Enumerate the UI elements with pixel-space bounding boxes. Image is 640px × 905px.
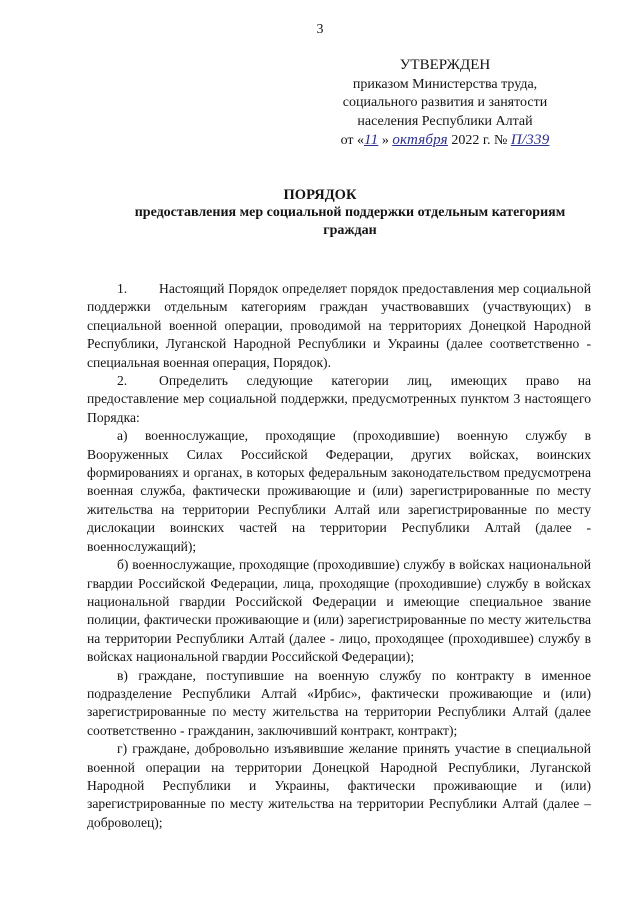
approval-line-1: приказом Министерства труда, (352, 76, 538, 92)
paragraph-number: 1. (117, 281, 128, 296)
document-title: ПОРЯДОК (283, 187, 357, 203)
approval-stamp (300, 56, 590, 151)
paragraph-item-g: г) граждане, добровольно изъявившие желание принять участие в специальной военной операции на территории Донецкой Народной Республики, Луганской Народной Республики и Украины, фактически проживающие и (или) зарегистрированные по месту жительства на территории Республики Алтай (далее – доброволец); (87, 741, 591, 830)
paragraph-1 (87, 280, 591, 372)
date-year: 2022 г. № (447, 133, 511, 149)
paragraph-number: 2. (117, 373, 128, 389)
date-mid: » (378, 133, 393, 149)
approval-date-line (300, 131, 590, 151)
page-number: 3 (316, 22, 324, 37)
paragraph-item-v: в) граждане, поступившие на военную службу по контракту в именное подразделение Республики Алтай «Ирбис», фактически проживающие и (или) зарегистрированные по месту жительства на территории Республики Алтай (далее соответственно - гражданин, заключивший контракт, контракт); (87, 667, 591, 738)
approval-line-2: социального развития и занятости (342, 95, 548, 111)
date-prefix: от « (340, 133, 365, 149)
paragraph-text: Настоящий Порядок определяет порядок предоставления мер социальной поддержки отдельным категориям граждан участвовавших (участвующих) в специальной военной операции, проводимой на территориях Донецкой Народной Республики, Луганской Народной Республики и Украины (далее соответственно - специальная военная операция, Порядок). (87, 281, 591, 370)
paragraph-item-b: б) военнослужащие, проходящие (проходившие) службу в войсках национальной гвардии Российской Федерации, лица, проходящие (проходившие) службу в войсках национальной гвардии Российской Федерации и имеющие специальное звание полиции, фактически проживающие и (или) зарегистрированные по месту жительства на территории Республики Алтай (далее - лицо, проходящее (проходившее) службу в войсках национальной гвардии Российской Федерации); (87, 557, 591, 665)
paragraph-item-a: а) военнослужащие, проходящие (проходившие) военную службу в Вооруженных Силах Российской Федерации, других войсках, воинских формированиях и органах, в которых федеральным законодательством предусмотрена военная служба, фактически проживающие и (или) зарегистрированные по месту жительства на территории Республики Алтай или зарегистрированные по месту дислокации воинских частей на территории Республики Алтай (далее - военнослужащий); (87, 428, 591, 554)
document-subtitle: предоставления мер социальной поддержки отдельным категориям граждан (134, 205, 566, 238)
paragraph-2 (87, 372, 591, 427)
date-day: 11 (364, 132, 379, 149)
date-month: октября (392, 132, 448, 149)
document-body (87, 280, 591, 832)
approval-line-3: населения Республики Алтай (357, 113, 533, 129)
paragraph-text: Определить следующие категории лиц, имеющих право на предоставление мер социальной поддержки, предусмотренных пунктом 3 настоящего Порядка: (87, 373, 591, 425)
approval-title: УТВЕРЖДЕН (399, 57, 491, 73)
order-number: П/339 (510, 132, 550, 149)
